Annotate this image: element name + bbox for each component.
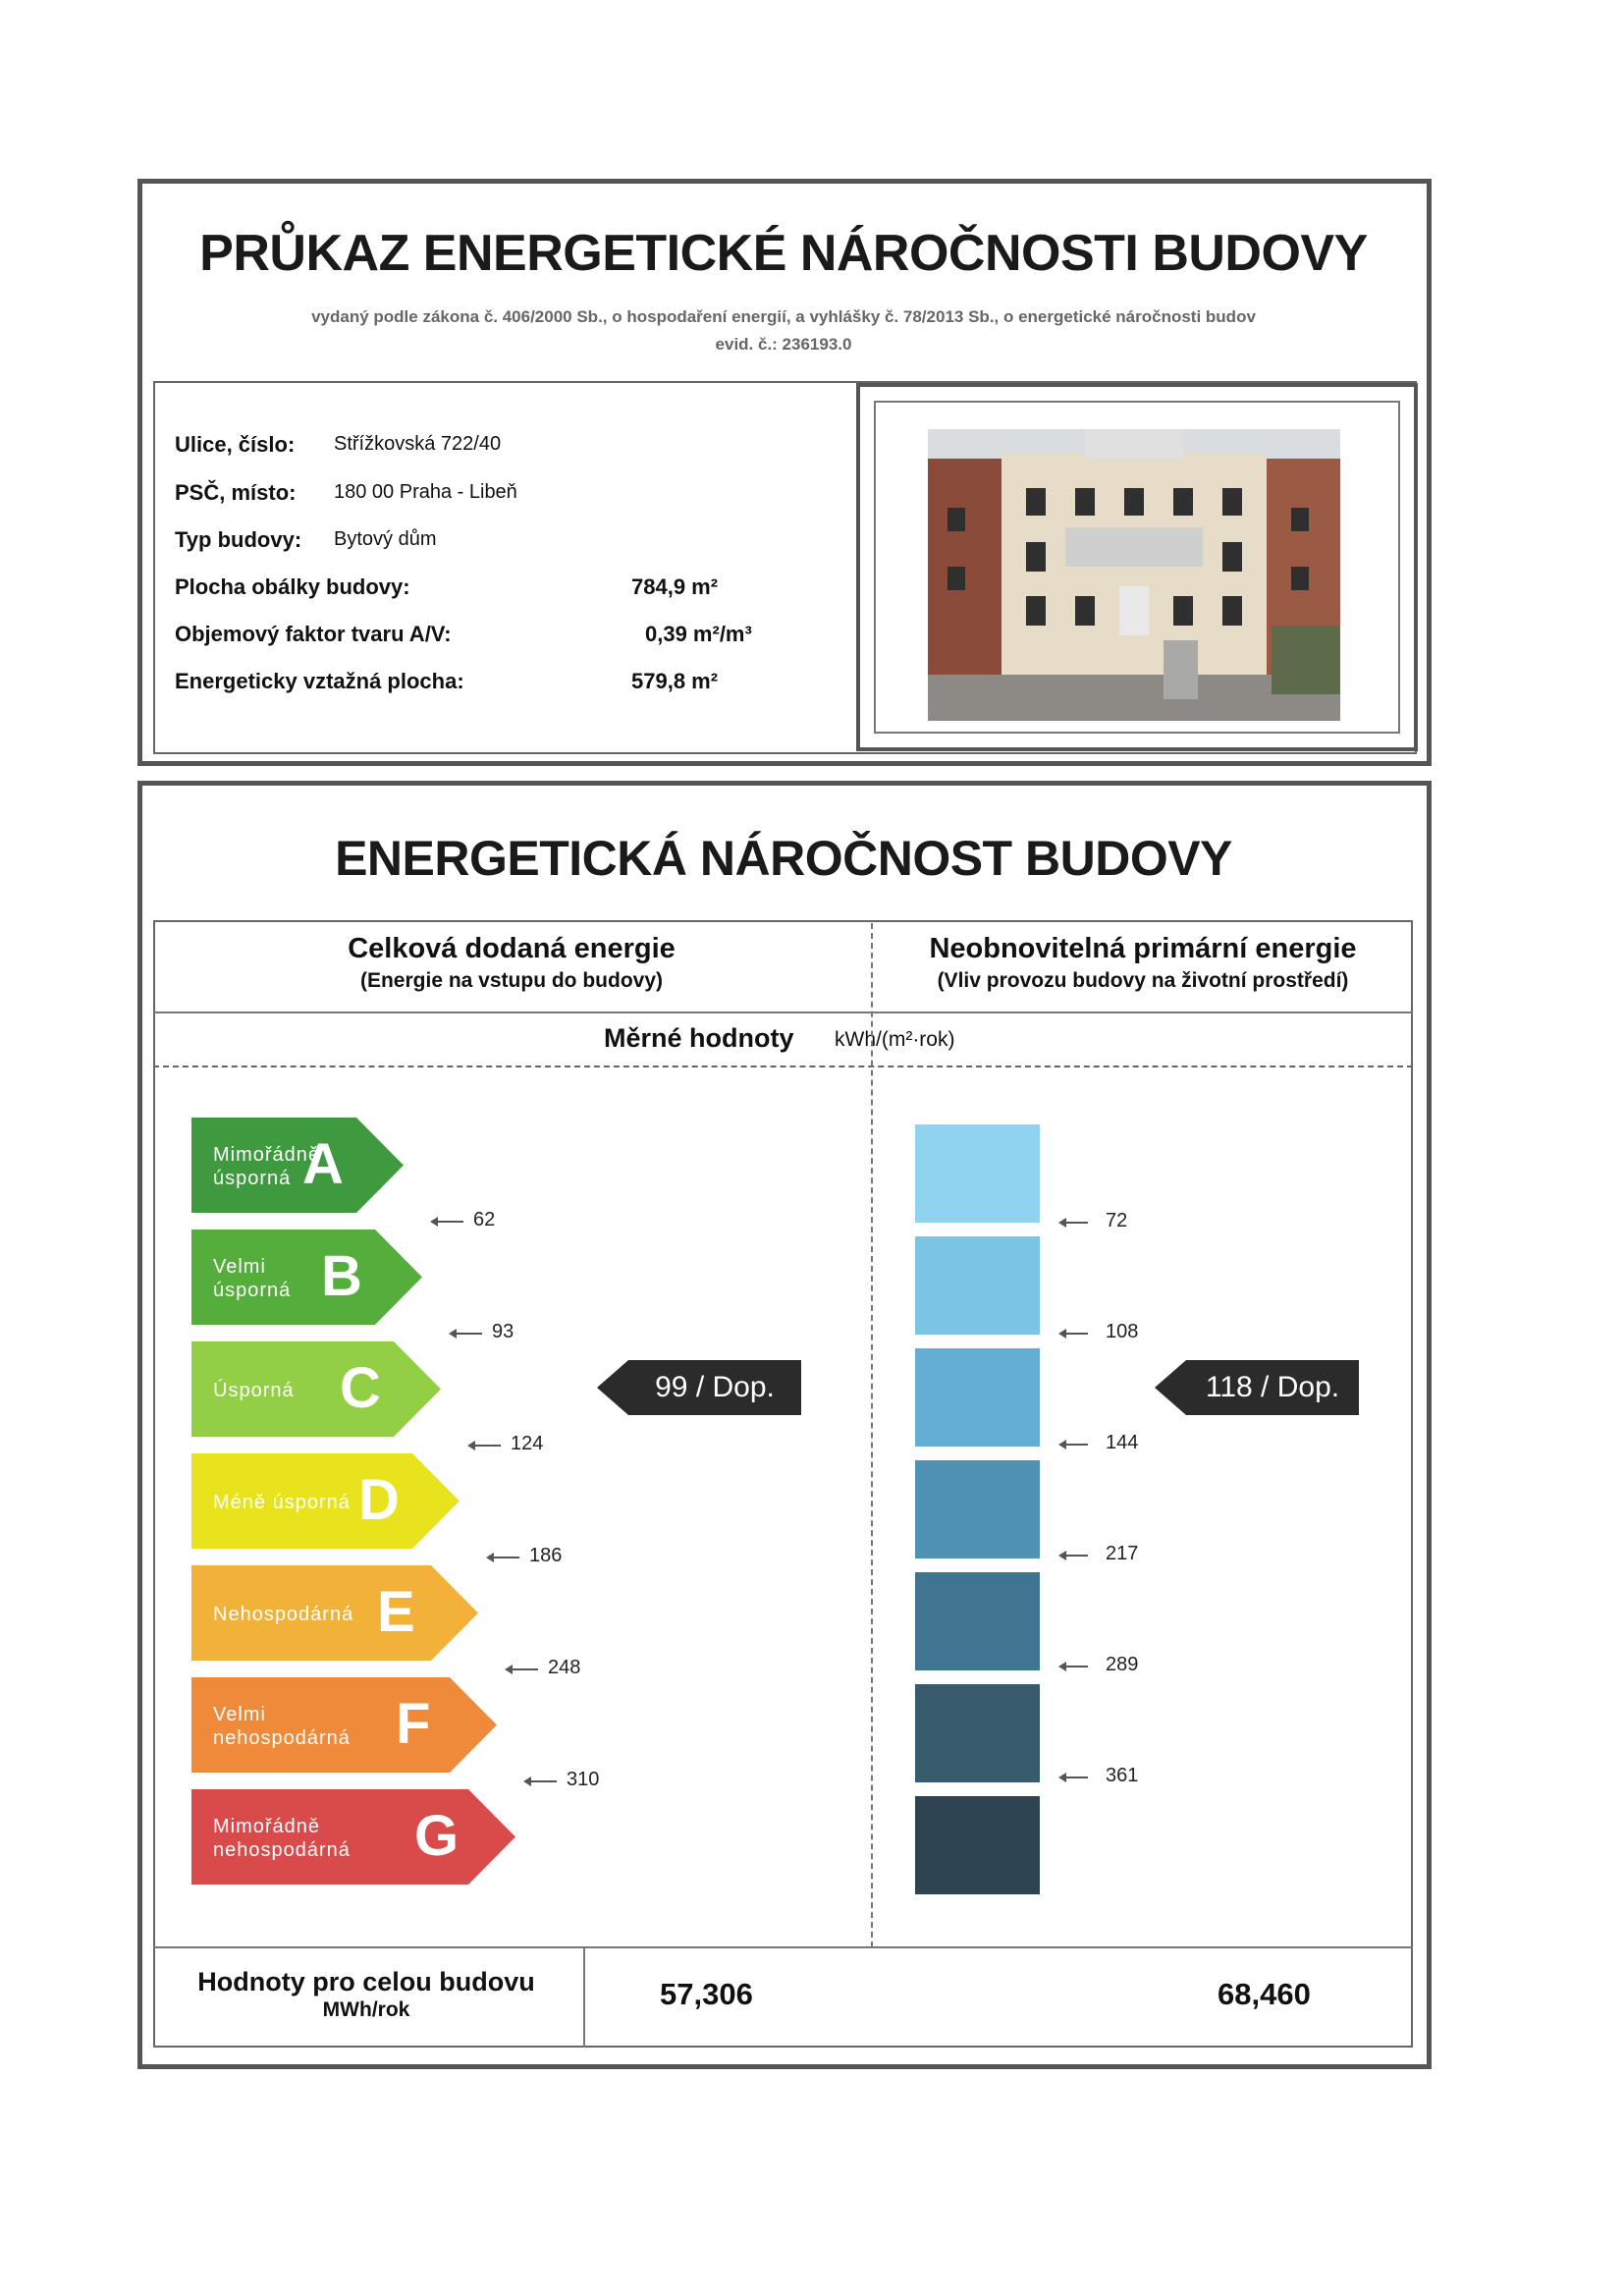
class-letter: D bbox=[358, 1468, 400, 1532]
threshold-value: 124 bbox=[511, 1433, 544, 1454]
class-letter: E bbox=[377, 1580, 415, 1644]
totals-divider bbox=[153, 1946, 1413, 1948]
threshold-arrow bbox=[507, 1668, 538, 1670]
class-name-line-1: Úsporná bbox=[213, 1380, 295, 1401]
street-label: Ulice, číslo: bbox=[175, 432, 296, 457]
threshold-arrow bbox=[1060, 1333, 1088, 1335]
class-name bbox=[213, 1255, 291, 1302]
class-name-line-1: Nehospodárná bbox=[213, 1604, 354, 1625]
threshold-value: 62 bbox=[473, 1209, 496, 1230]
primary-energy-heading: Neobnovitelná primární energie bbox=[929, 933, 1357, 964]
energy-class-e bbox=[191, 1565, 478, 1661]
envelope-area-value: 784,9 m² bbox=[631, 574, 719, 599]
threshold-value: 72 bbox=[1106, 1210, 1128, 1231]
energy-class-a bbox=[191, 1118, 404, 1213]
class-letter: G bbox=[414, 1804, 460, 1868]
class-name bbox=[213, 1491, 351, 1514]
energy-class-b bbox=[191, 1230, 422, 1325]
threshold-arrow bbox=[1060, 1555, 1088, 1557]
primary-energy-segment bbox=[915, 1236, 1040, 1335]
threshold-arrow bbox=[432, 1221, 463, 1223]
totals-label: Hodnoty pro celou budovu bbox=[197, 1967, 535, 1996]
primary-energy-segment bbox=[915, 1124, 1040, 1223]
evidence-number: evid. č.: 236193.0 bbox=[715, 335, 852, 354]
threshold-value: 289 bbox=[1106, 1654, 1139, 1675]
class-letter: B bbox=[321, 1244, 362, 1308]
delivered-energy-marker: 99 / Dop. bbox=[628, 1360, 801, 1415]
shape-factor-value: 0,39 m²/m³ bbox=[645, 622, 752, 646]
threshold-arrow bbox=[469, 1445, 501, 1447]
threshold-arrow bbox=[525, 1780, 557, 1782]
totals-divider-vertical bbox=[583, 1946, 585, 2048]
energy-class-c bbox=[191, 1341, 441, 1437]
threshold-value: 93 bbox=[492, 1321, 514, 1342]
building-type-value: Bytový dům bbox=[334, 528, 437, 550]
delivered-energy-heading: Celková dodaná energie bbox=[348, 933, 676, 964]
header-divider bbox=[153, 1011, 1413, 1013]
class-letter: F bbox=[396, 1692, 431, 1756]
building-type-label: Typ budovy: bbox=[175, 527, 302, 552]
reference-area-value: 579,8 m² bbox=[631, 669, 719, 693]
threshold-arrow bbox=[1060, 1222, 1088, 1224]
class-name-line-1: Méně úsporná bbox=[213, 1492, 351, 1513]
reference-area-label: Energeticky vztažná plocha: bbox=[175, 669, 464, 693]
subtitle-line-1: vydaný podle zákona č. 406/2000 Sb., o hospodaření energií, a vyhlášky č. 78/2013 Sb., o energetické náročnosti budov bbox=[311, 307, 1256, 326]
threshold-value: 310 bbox=[567, 1769, 600, 1790]
right-column-header bbox=[872, 933, 1414, 993]
total-primary-energy: 68,460 bbox=[1218, 1977, 1311, 2011]
class-name-line-2: úsporná bbox=[213, 1280, 292, 1301]
primary-energy-subheading: (Vliv provozu budovy na životní prostředí) bbox=[937, 969, 1349, 992]
total-delivered-energy: 57,306 bbox=[660, 1977, 753, 2011]
class-name-line-2: úsporná bbox=[213, 1168, 292, 1189]
class-letter: A bbox=[302, 1132, 344, 1196]
class-name-line-1: Velmi bbox=[213, 1256, 266, 1278]
specific-values-unit: kWh/(m²·rok) bbox=[835, 1028, 955, 1051]
class-name bbox=[213, 1815, 351, 1862]
threshold-value: 108 bbox=[1106, 1321, 1139, 1342]
class-name-line-2: nehospodárná bbox=[213, 1727, 351, 1749]
class-name bbox=[213, 1603, 353, 1626]
shape-factor-label: Objemový faktor tvaru A/V: bbox=[175, 622, 452, 646]
totals-unit: MWh/rok bbox=[322, 1998, 410, 2021]
primary-energy-segment bbox=[915, 1348, 1040, 1447]
class-name-line-1: Mimořádně bbox=[213, 1144, 321, 1166]
class-name-line-1: Velmi bbox=[213, 1704, 266, 1725]
primary-energy-segment bbox=[915, 1684, 1040, 1782]
threshold-arrow bbox=[1060, 1777, 1088, 1778]
primary-energy-segment bbox=[915, 1796, 1040, 1894]
unit-dashed-divider bbox=[153, 1066, 1413, 1067]
threshold-arrow bbox=[451, 1333, 482, 1335]
street-value: Střížkovská 722/40 bbox=[334, 433, 502, 455]
class-name bbox=[213, 1379, 295, 1402]
energy-class-f bbox=[191, 1677, 497, 1773]
primary-energy-segment bbox=[915, 1460, 1040, 1558]
class-name bbox=[213, 1703, 351, 1750]
primary-energy-marker: 118 / Dop. bbox=[1186, 1360, 1359, 1415]
certificate-title: PRŮKAZ ENERGETICKÉ NÁROČNOSTI BUDOVY bbox=[199, 225, 1368, 282]
threshold-value: 144 bbox=[1106, 1432, 1139, 1453]
building-photo bbox=[928, 429, 1340, 721]
city-value: 180 00 Praha - Libeň bbox=[334, 481, 517, 503]
threshold-value: 186 bbox=[529, 1545, 563, 1566]
threshold-value: 248 bbox=[548, 1657, 581, 1678]
class-letter: C bbox=[340, 1356, 381, 1420]
threshold-arrow bbox=[1060, 1444, 1088, 1446]
certificate-subtitle bbox=[140, 303, 1427, 358]
class-name-line-1: Mimořádně bbox=[213, 1816, 321, 1837]
section-title: ENERGETICKÁ NÁROČNOST BUDOVY bbox=[335, 831, 1232, 886]
energy-class-g bbox=[191, 1789, 515, 1885]
column-dashed-divider bbox=[871, 923, 873, 1947]
threshold-arrow bbox=[488, 1557, 519, 1558]
threshold-value: 361 bbox=[1106, 1765, 1139, 1786]
delivered-energy-subheading: (Energie na vstupu do budovy) bbox=[359, 969, 664, 992]
primary-energy-segment bbox=[915, 1572, 1040, 1670]
specific-values-label: Měrné hodnoty bbox=[604, 1023, 794, 1053]
energy-class-d bbox=[191, 1453, 460, 1549]
class-name-line-2: nehospodárná bbox=[213, 1839, 351, 1861]
threshold-arrow bbox=[1060, 1666, 1088, 1667]
city-label: PSČ, místo: bbox=[175, 480, 297, 505]
threshold-value: 217 bbox=[1106, 1543, 1139, 1564]
envelope-area-label: Plocha obálky budovy: bbox=[175, 574, 410, 599]
left-column-header bbox=[153, 933, 870, 993]
